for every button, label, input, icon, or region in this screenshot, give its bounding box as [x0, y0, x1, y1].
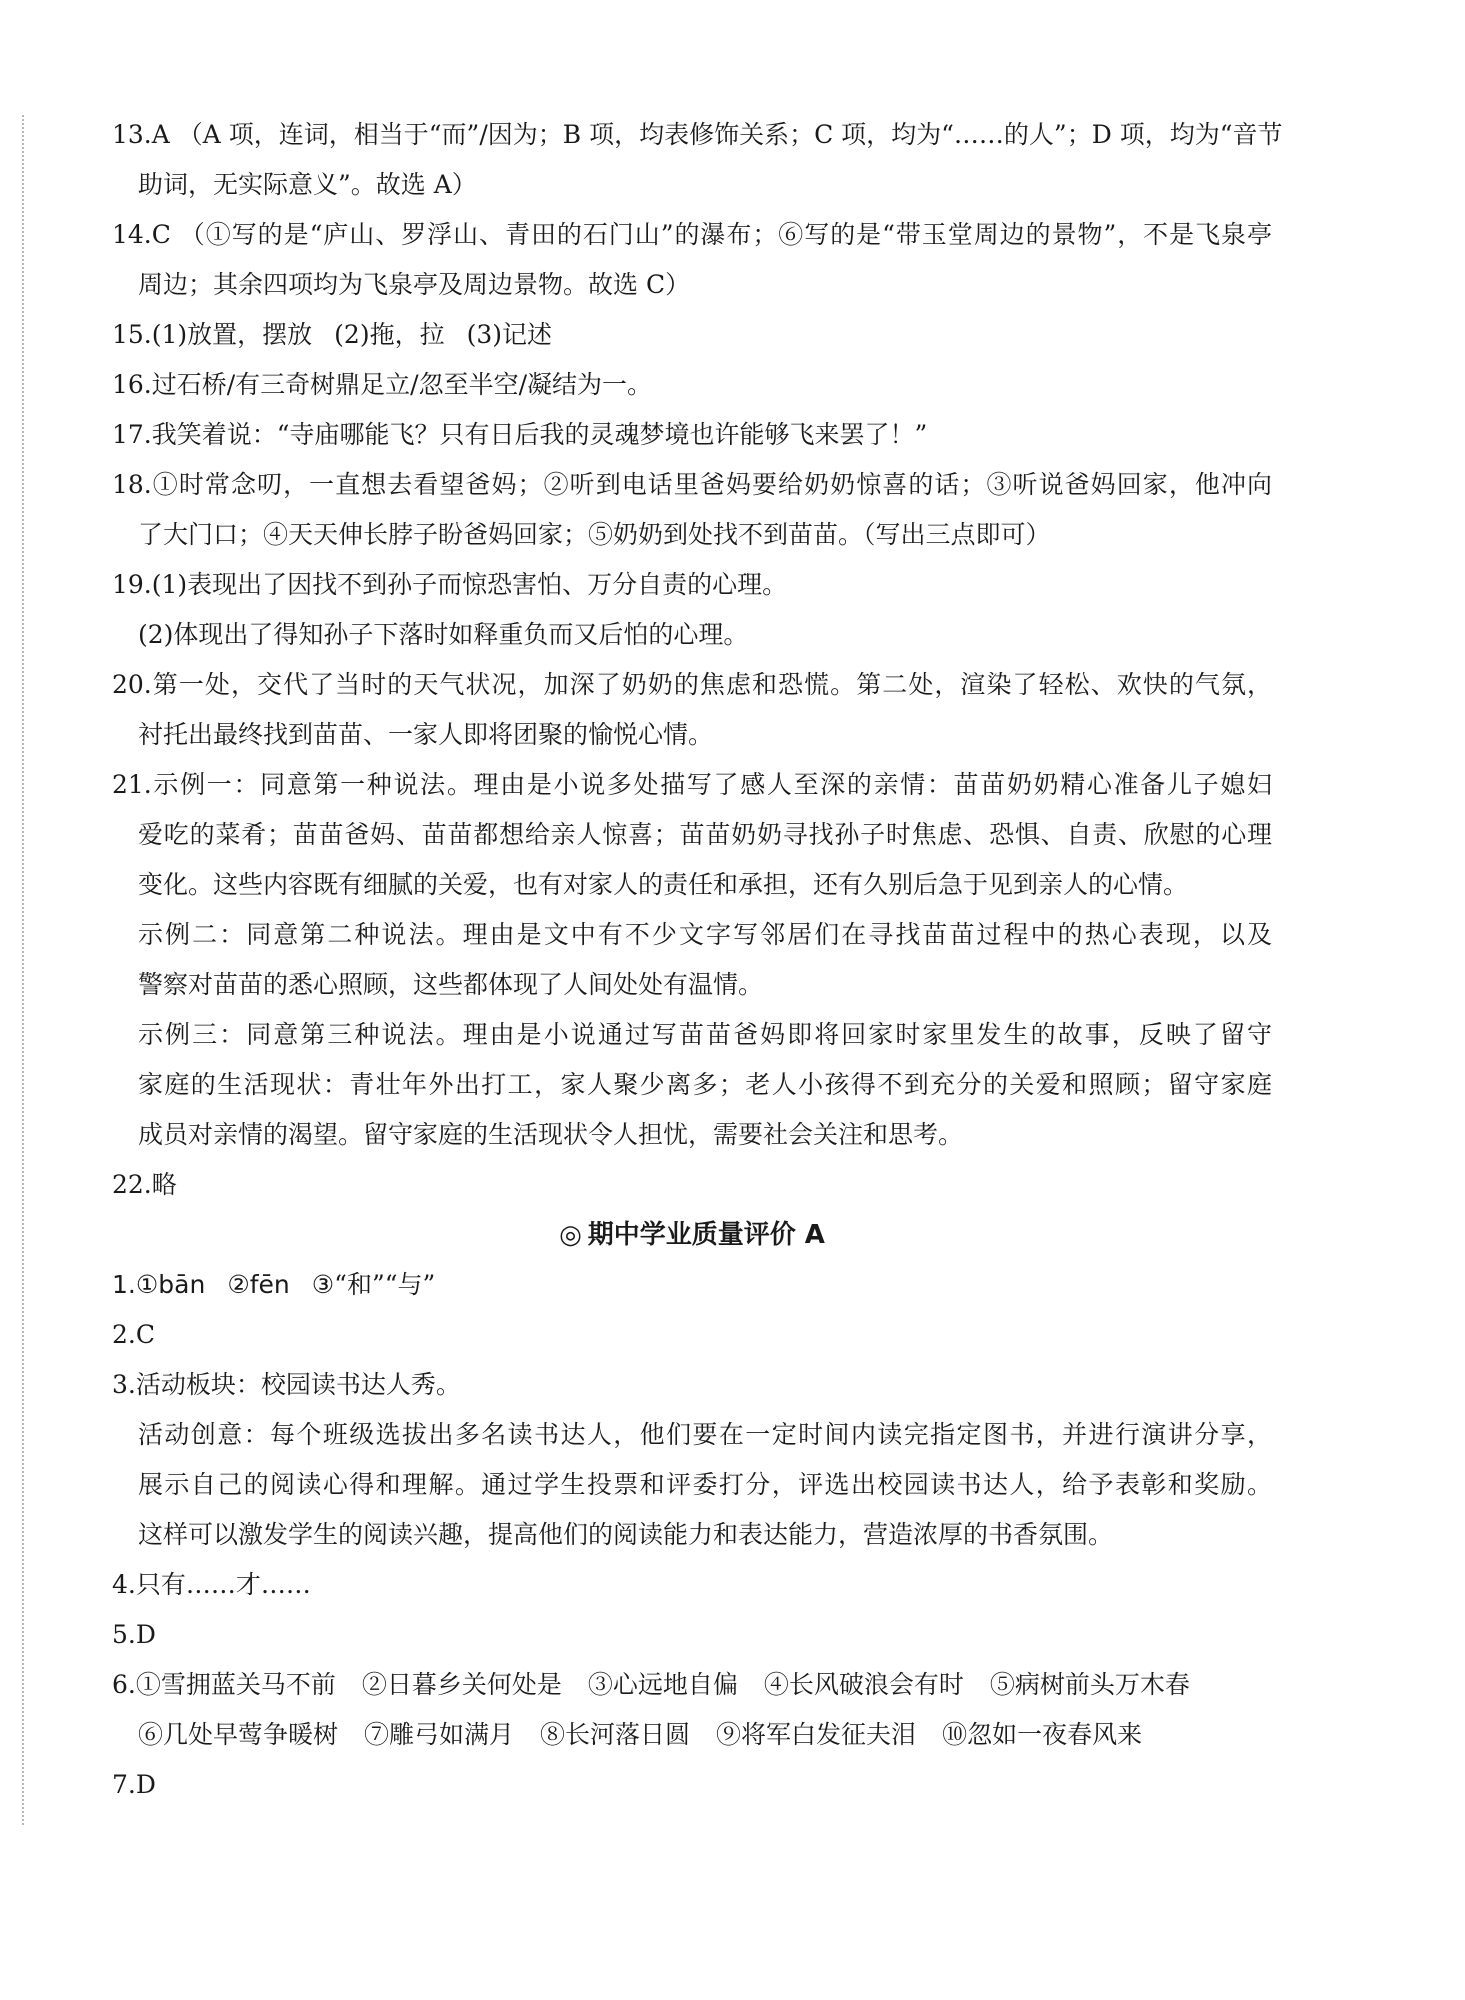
- answer-3-line-2: 活动创意：每个班级选拔出多名读书达人，他们要在一定时间内读完指定图书，并进行演讲分享，: [138, 1420, 1272, 1449]
- answer-18-line-2: 了大门口；④天天伸长脖子盼爸妈回家；⑤奶奶到处找不到苗苗。（写出三点即可）: [138, 520, 1051, 549]
- answer-21-line-7: 家庭的生活现状：青壮年外出打工，家人聚少离多；老人小孩得不到充分的关爱和照顾；留守家庭: [138, 1070, 1272, 1099]
- answer-7: 7.D: [112, 1770, 156, 1799]
- answer-key-page: [112, 110, 1283, 1810]
- poem-line-item: ②日暮乡关何处是: [361, 1670, 562, 1699]
- answer-2: 2.C: [112, 1320, 155, 1349]
- poem-line-item: 6.①雪拥蓝关马不前: [112, 1670, 336, 1699]
- answer-19-line-1: 19.(1)表现出了因找不到孙子而惊恐害怕、万分自责的心理。: [112, 570, 788, 599]
- answer-15-part-1: 15.(1)放置，摆放: [112, 320, 313, 349]
- margin-dotted-rule: [22, 115, 24, 1825]
- answer-17: 17.我笑着说：“寺庙哪能飞？只有日后我的灵魂梦境也许能够飞来罢了！”: [112, 420, 928, 449]
- answer-13-line-2: 助词，无实际意义”。故选 A）: [138, 170, 477, 199]
- poem-line-item: ⑨将军白发征夫泪: [716, 1720, 917, 1749]
- answer-16: 16.过石桥/有三奇树鼎足立/忽至半空/凝结为一。: [112, 370, 653, 399]
- answer-14-line-1: 14.C （①写的是“庐山、罗浮山、青田的石门山”的瀑布；⑥写的是“带玉堂周边的景物”，不是飞泉亭: [112, 220, 1272, 249]
- answer-15: [112, 310, 1272, 360]
- answer-18-line-1: 18.①时常念叨，一直想去看望爸妈；②听到电话里爸妈要给奶奶惊喜的话；③听说爸妈回家，他冲向: [112, 470, 1272, 499]
- answer-1-part-3: ③“和”“与”: [311, 1270, 436, 1299]
- answer-15-part-2: (2)拖，拉: [334, 320, 445, 349]
- answer-21-line-5: 警察对苗苗的悉心照顾，这些都体现了人间处处有温情。: [138, 970, 764, 999]
- answer-20-line-2: 衬托出最终找到苗苗、一家人即将团聚的愉悦心情。: [138, 720, 714, 749]
- answer-21-line-3: 变化。这些内容既有细腻的关爱，也有对家人的责任和承担，还有久别后急于见到亲人的心情。: [138, 870, 1189, 899]
- poem-line-item: ⑥几处早莺争暖树: [138, 1720, 339, 1749]
- answer-5: 5.D: [112, 1620, 156, 1649]
- answer-21-line-1: 21.示例一：同意第一种说法。理由是小说多处描写了感人至深的亲情：苗苗奶奶精心准备儿子媳妇: [112, 770, 1272, 799]
- answer-1: [112, 1260, 1272, 1310]
- answer-3-line-1: 3.活动板块：校园读书达人秀。: [112, 1370, 461, 1399]
- poem-line-item: ⑧长河落日圆: [540, 1720, 691, 1749]
- answer-4: 4.只有……才……: [112, 1570, 311, 1599]
- answer-15-part-3: (3)记述: [466, 320, 553, 349]
- poem-line-item: ⑩忽如一夜春风来: [942, 1720, 1143, 1749]
- section-heading: [112, 1210, 1272, 1260]
- answer-6-row-1: [112, 1660, 1272, 1710]
- answer-19-line-2: (2)体现出了得知孙子下落时如释重负而又后怕的心理。: [138, 620, 749, 649]
- answer-1-part-2: ②fēn: [227, 1270, 290, 1299]
- answer-6-row-2: [112, 1710, 1272, 1760]
- bullseye-icon: ◎: [559, 1220, 582, 1250]
- answer-3-line-4: 这样可以激发学生的阅读兴趣，提高他们的阅读能力和表达能力，营造浓厚的书香氛围。: [138, 1520, 1114, 1549]
- answer-13-line-1: 13.A （A 项，连词，相当于“而”/因为；B 项，均表修饰关系；C 项，均为“……的人”；D 项，均为“音节: [112, 120, 1283, 149]
- poem-line-item: ⑤病树前头万木春: [989, 1670, 1190, 1699]
- answer-3-line-3: 展示自己的阅读心得和理解。通过学生投票和评委打分，评选出校园读书达人，给予表彰和奖励。: [138, 1470, 1272, 1499]
- answer-1-part-1: 1.①bān: [112, 1270, 206, 1299]
- poem-line-item: ⑦雕弓如满月: [364, 1720, 515, 1749]
- answer-21-line-8: 成员对亲情的渴望。留守家庭的生活现状令人担忧，需要社会关注和思考。: [138, 1120, 964, 1149]
- section-title: 期中学业质量评价 A: [587, 1220, 825, 1250]
- answer-14-line-2: 周边；其余四项均为飞泉亭及周边景物。故选 C）: [138, 270, 691, 299]
- poem-line-item: ③心远地自偏: [587, 1670, 738, 1699]
- answer-22: 22.略: [112, 1170, 177, 1199]
- poem-line-item: ④长风破浪会有时: [763, 1670, 964, 1699]
- answer-21-line-6: 示例三：同意第三种说法。理由是小说通过写苗苗爸妈即将回家时家里发生的故事，反映了留守: [138, 1020, 1272, 1049]
- answer-20-line-1: 20.第一处，交代了当时的天气状况，加深了奶奶的焦虑和恐慌。第二处，渲染了轻松、欢快的气氛，: [112, 670, 1272, 699]
- answer-21-line-2: 爱吃的菜肴；苗苗爸妈、苗苗都想给亲人惊喜；苗苗奶奶寻找孙子时焦虑、恐惧、自责、欣慰的心理: [138, 820, 1272, 849]
- answer-21-line-4: 示例二：同意第二种说法。理由是文中有不少文字写邻居们在寻找苗苗过程中的热心表现，以及: [138, 920, 1272, 949]
